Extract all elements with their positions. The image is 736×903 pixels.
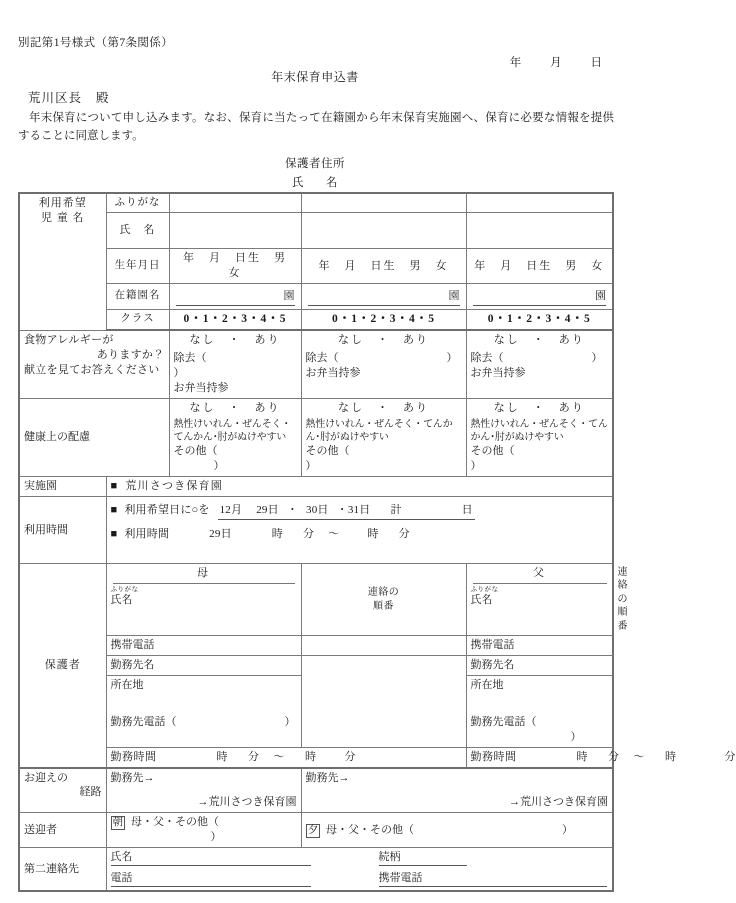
guardian-address-block <box>0 155 630 190</box>
mother-route-from: 勤務先→ <box>110 771 155 784</box>
row-label-furigana: ふりがな <box>106 193 169 213</box>
mother-name-label: 氏名 <box>110 594 133 607</box>
second-contact-row-name[interactable] <box>111 850 609 866</box>
table-row-guardian-name <box>19 563 613 636</box>
checkbox-icon[interactable]: ■ <box>110 480 119 493</box>
date-year-label: 年 <box>509 57 522 69</box>
table-row-allergy <box>19 330 613 398</box>
use-time-total-label: 計 <box>390 503 402 516</box>
escort-morning-options[interactable]: 母・父・その他（） <box>131 816 222 844</box>
mother-work-hours-label: 勤務時間 <box>110 750 157 763</box>
second-contact-label: 第二連絡先 <box>19 848 106 892</box>
mother-route-to: →荒川さつき保育園 <box>197 796 297 809</box>
father-mobile-cell[interactable]: 携帯電話 <box>466 636 613 656</box>
table-row-facility <box>19 477 613 497</box>
morning-box-icon[interactable]: 朝 <box>111 816 126 830</box>
child-2-name-cell[interactable] <box>301 213 466 249</box>
father-name-cell[interactable] <box>466 563 613 636</box>
mother-work-hours-cell[interactable]: 勤務時間 時 分 ～ 時 分 <box>106 747 466 767</box>
guardian-name-label: 氏 名 <box>292 177 338 189</box>
health-option-3[interactable]: なし ・ あり <box>493 401 585 414</box>
child-1-class-cell[interactable]: 0・1・2・3・4・5 <box>169 309 301 330</box>
use-time-date-underline[interactable]: 12月 29日 ・ 30日 ・31日 計 日 <box>218 503 475 520</box>
date-month-label: 月 <box>550 57 562 69</box>
addressee-honorific: 殿 <box>96 91 110 105</box>
mother-contact-order-cell-2[interactable] <box>301 636 466 656</box>
mother-furigana-label: ふりがな <box>110 585 139 593</box>
application-form-table <box>18 192 736 892</box>
father-work-hours-cell[interactable]: 勤務時間 時 分 ～ 時 分 <box>466 747 613 767</box>
health-child-2-cell[interactable] <box>301 398 466 477</box>
allergy-option-3[interactable]: なし ・ あり <box>493 334 585 347</box>
pickup-route-label-line2: 経路 <box>79 786 102 799</box>
child-1-furigana-cell[interactable] <box>169 193 301 213</box>
allergy-bento-2[interactable]: お弁当持参 <box>305 366 361 379</box>
child-3-dob-cell[interactable]: 年 月 日生 男 女 <box>466 249 613 284</box>
child-2-class-cell[interactable]: 0・1・2・3・4・5 <box>301 309 466 330</box>
father-address-label: 所在地 <box>470 679 504 692</box>
second-contact-name-label: 氏名 <box>111 850 311 866</box>
table-row-use-time <box>19 496 613 563</box>
allergy-child-1-cell[interactable] <box>169 330 301 398</box>
allergy-remove-2[interactable]: 除去（ ） <box>305 352 458 365</box>
checkbox-icon[interactable]: ■ <box>110 503 118 516</box>
father-contact-order-line2: 順番 <box>617 607 628 632</box>
addressee-name: 荒川区長 <box>28 91 83 105</box>
health-other-1[interactable]: その他（） <box>173 445 225 473</box>
use-time-day3[interactable]: 31日 <box>347 503 371 516</box>
use-time-value-cell[interactable] <box>106 496 613 563</box>
pickup-route-label-line1: お迎えの <box>24 771 68 784</box>
allergy-label-line1: 食物アレルギーが <box>24 334 114 347</box>
row-label-name: 氏 名 <box>106 213 169 249</box>
father-header: 父 <box>473 566 607 584</box>
table-row-child-name <box>19 213 613 249</box>
mother-route-cell[interactable] <box>106 768 301 813</box>
mother-contact-order-cell-3[interactable] <box>301 656 466 747</box>
father-address-cell[interactable] <box>466 676 613 748</box>
escort-morning-cell[interactable] <box>106 813 301 848</box>
child-1-enrolled-suffix: 園 <box>176 289 295 306</box>
allergy-child-3-cell[interactable] <box>466 330 613 398</box>
page-title: 年末保育申込書 <box>271 70 359 84</box>
row-label-enrolled: 在籍園名 <box>106 283 169 309</box>
facility-name: 荒川さつき保育園 <box>125 480 223 493</box>
child-block-label-line1: 利用希望 <box>38 197 87 209</box>
child-1-enrolled-cell[interactable] <box>169 283 301 309</box>
child-3-enrolled-suffix: 園 <box>473 289 607 306</box>
mother-address-label: 所在地 <box>110 679 144 692</box>
use-time-day1[interactable]: 29日 <box>256 503 279 516</box>
table-row-guardian-mobile <box>19 636 613 656</box>
escort-evening-cell[interactable] <box>301 813 613 848</box>
escort-label: 送迎者 <box>19 813 106 848</box>
mother-address-cell[interactable] <box>106 676 301 748</box>
health-conditions-3[interactable]: 熱性けいれん・ぜんそく・てんかん･肘がぬけやすい <box>470 419 608 444</box>
child-2-enrolled-suffix: 園 <box>308 289 460 306</box>
form-code: 別記第1号様式（第7条関係） <box>18 37 174 49</box>
child-1-dob-cell[interactable]: 年 月 日生 男 女 <box>169 249 301 284</box>
guardian-block-label: 保護者 <box>19 563 106 767</box>
use-time-line2-prefix: 利用時間 <box>124 527 170 540</box>
row-label-dob: 生年月日 <box>106 249 169 284</box>
addressee <box>28 88 110 106</box>
child-2-furigana-cell[interactable] <box>301 193 466 213</box>
mother-name-cell[interactable] <box>106 563 301 636</box>
intro-paragraph: 年末保育について申し込みます。なお、保育に当たって在籍園から年末保育実施園へ、保育に必要な情報を提供することに同意します。 <box>18 112 614 142</box>
father-workplace-cell[interactable]: 勤務先名 <box>466 656 613 676</box>
allergy-bento-3[interactable]: お弁当持参 <box>470 366 526 379</box>
table-row-child-dob <box>19 249 613 284</box>
mother-header: 母 <box>113 566 295 584</box>
use-time-line2[interactable]: ■ 利用時間 29日 時 分 ～ 時 分 <box>110 527 410 540</box>
child-1-name-cell[interactable] <box>169 213 301 249</box>
child-3-enrolled-cell[interactable] <box>466 283 613 309</box>
mother-contact-order-line1: 連絡の <box>367 587 400 599</box>
table-row-child-enrolled <box>19 283 613 309</box>
use-time-line2-day[interactable]: 29日 <box>209 527 232 540</box>
health-child-1-cell[interactable] <box>169 398 301 477</box>
use-time-label: 利用時間 <box>19 496 106 563</box>
facility-label: 実施園 <box>19 477 106 497</box>
use-time-day2[interactable]: 30日 <box>306 503 329 516</box>
second-contact-phone-label: 電話 <box>111 871 311 887</box>
mother-mobile-cell[interactable]: 携帯電話 <box>106 636 301 656</box>
table-row-guardian-work-hours <box>19 747 613 767</box>
allergy-remove-1[interactable]: 除去（） <box>173 352 207 379</box>
allergy-child-2-cell[interactable] <box>301 330 466 398</box>
allergy-option-1[interactable]: なし ・ あり <box>189 334 281 347</box>
row-label-class: クラス <box>106 309 169 330</box>
father-route-cell[interactable] <box>301 768 613 813</box>
allergy-label-line3: 献立を見てお答えください <box>24 363 160 376</box>
use-time-line1-prefix: 利用希望日に○を <box>124 503 210 516</box>
use-time-total-unit: 日 <box>461 503 473 516</box>
mother-workplace-cell[interactable]: 勤務先名 <box>106 656 301 676</box>
table-row-guardian-workplace <box>19 656 613 676</box>
health-conditions-2[interactable]: 熱性けいれん・ぜんそく・てんかん･肘がぬけやすい <box>305 419 453 444</box>
evening-box-icon[interactable]: 夕 <box>306 824 321 838</box>
facility-value-cell[interactable] <box>106 477 613 497</box>
allergy-label <box>19 330 169 398</box>
mother-work-phone[interactable]: 勤務先電話（ ） <box>110 716 296 728</box>
health-other-3[interactable]: その他（） <box>470 445 515 473</box>
child-3-name-cell[interactable] <box>466 213 613 249</box>
health-option-1[interactable]: なし ・ あり <box>189 401 281 414</box>
father-work-phone[interactable]: 勤務先電話（） <box>470 716 582 743</box>
allergy-remove-3[interactable]: 除去（ ） <box>470 352 603 365</box>
second-contact-row-phone[interactable] <box>111 871 609 887</box>
second-contact-mobile-label: 携帯電話 <box>379 871 607 887</box>
table-row-escort <box>19 813 613 848</box>
father-work-hours-label: 勤務時間 <box>470 750 517 763</box>
father-route-from: 勤務先→ <box>305 771 350 784</box>
date-day-label: 日 <box>590 57 602 69</box>
health-child-3-cell[interactable] <box>466 398 613 477</box>
allergy-bento-1[interactable]: お弁当持参 <box>173 381 229 394</box>
table-row-second-contact <box>19 848 613 892</box>
table-row-child-class <box>19 309 613 330</box>
use-time-line1[interactable] <box>111 503 609 520</box>
allergy-label-line2: ありますか？ <box>96 349 165 362</box>
father-contact-order-line1: 連絡の <box>617 566 628 605</box>
second-contact-relation-label: 続柄 <box>379 850 467 866</box>
child-3-furigana-cell[interactable] <box>466 193 613 213</box>
mother-contact-order-line2: 順番 <box>373 600 394 612</box>
father-route-to: →荒川さつき保育園 <box>509 796 608 809</box>
table-row-pickup-route <box>19 768 613 813</box>
health-label: 健康上の配慮 <box>19 398 169 477</box>
child-2-enrolled-cell[interactable] <box>301 283 466 309</box>
child-block-label-line2: 児 童 名 <box>41 211 85 224</box>
table-row-health <box>19 398 613 477</box>
child-2-dob-cell[interactable]: 年 月 日生 男 女 <box>301 249 466 284</box>
child-block-label <box>19 193 106 330</box>
use-time-month: 12月 <box>219 503 243 516</box>
pickup-route-label <box>19 768 106 813</box>
second-contact-value-cell[interactable] <box>106 848 613 892</box>
mother-contact-order-cell[interactable] <box>301 563 466 636</box>
escort-evening-options[interactable]: 母・父・その他（ ） <box>326 823 573 836</box>
table-row-child-furigana <box>19 193 613 213</box>
guardian-address-label: 保護者住所 <box>285 158 345 170</box>
health-conditions-1[interactable]: 熱性けいれん・ぜんそく・てんかん･肘がぬけやすい <box>173 419 292 444</box>
child-3-class-cell[interactable]: 0・1・2・3・4・5 <box>466 309 613 330</box>
health-option-2[interactable]: なし ・ あり <box>338 401 429 414</box>
allergy-option-2[interactable]: なし ・ あり <box>338 334 429 347</box>
health-other-2[interactable]: その他（） <box>305 445 350 473</box>
checkbox-icon[interactable]: ■ <box>110 527 118 540</box>
father-name-label: 氏名 <box>470 594 493 607</box>
father-furigana-label: ふりがな <box>470 585 499 593</box>
